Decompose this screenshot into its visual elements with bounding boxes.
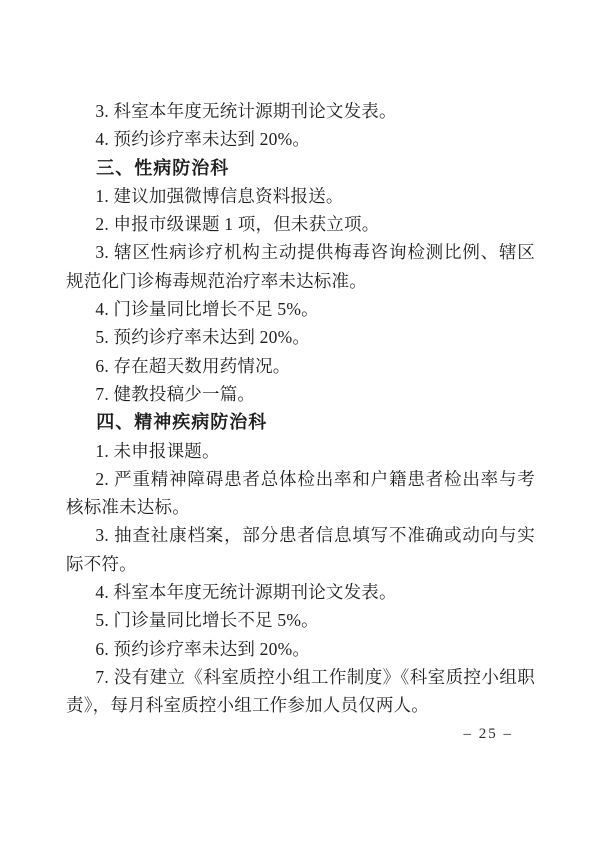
finding-item: 5. 门诊量同比增长不足 5%。 xyxy=(95,610,319,631)
finding-item: 6. 存在超天数用药情况。 xyxy=(95,355,291,376)
finding-item: 1. 未申报课题。 xyxy=(95,440,220,461)
document-body xyxy=(66,97,535,720)
finding-item: 5. 预约诊疗率未达到 20%。 xyxy=(95,327,311,348)
finding-item: 4. 科室本年度无统计源期刊论文发表。 xyxy=(95,582,397,603)
finding-item: 7. 没有建立《科室质控小组工作制度》《科室质控小组职责》，每月科室质控小组工作参加人员仅两人。 xyxy=(66,666,535,716)
page-number: – 25 – xyxy=(463,726,513,742)
finding-item: 4. 门诊量同比增长不足 5%。 xyxy=(95,299,319,320)
finding-item: 1. 建议加强微博信息资料报送。 xyxy=(95,185,344,206)
finding-item: 3. 辖区性病诊疗机构主动提供梅毒咨询检测比例、辖区规范化门诊梅毒规范治疗率未达标准。 xyxy=(66,242,535,291)
finding-item: 4. 预约诊疗率未达到 20%。 xyxy=(95,129,311,150)
section-heading: 三、性病防治科 xyxy=(96,157,230,178)
section-heading: 四、精神疾病防治科 xyxy=(96,412,268,433)
finding-item: 3. 抽查社康档案，部分患者信息填写不准确或动向与实际不符。 xyxy=(66,525,535,574)
finding-item: 2. 严重精神障碍患者总体检出率和户籍患者检出率与考核标准未达标。 xyxy=(66,468,535,518)
finding-item: 2. 申报市级课题 1 项，但未获立项。 xyxy=(95,214,380,235)
finding-item: 3. 科室本年度无统计源期刊论文发表。 xyxy=(95,101,397,121)
finding-item: 6. 预约诊疗率未达到 20%。 xyxy=(95,638,311,659)
finding-item: 7. 健教投稿少一篇。 xyxy=(95,383,256,404)
